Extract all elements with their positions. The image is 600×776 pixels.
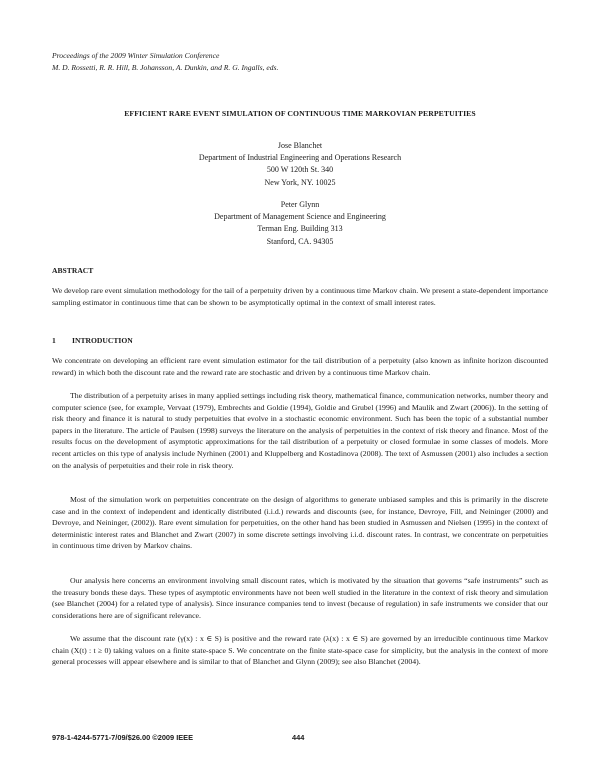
proceedings-header xyxy=(52,50,278,74)
paper-title: EFFICIENT RARE EVENT SIMULATION OF CONTINUOUS TIME MARKOVIAN PERPETUITIES xyxy=(124,109,476,118)
author-city: Stanford, CA. 94305 xyxy=(266,236,334,246)
section-title: INTRODUCTION xyxy=(72,336,133,345)
proceedings-title: Proceedings of the 2009 Winter Simulation Conference xyxy=(52,51,220,60)
proceedings-editors: M. D. Rossetti, R. R. Hill, B. Johansson, A. Dunkin, and R. G. Ingalls, eds. xyxy=(52,63,279,72)
intro-paragraph-2: The distribution of a perpetuity arises in many applied settings including risk theory, mathematical finance, communication networks, number theory and computer science (see, for example, Vervaat (1979), Embrechts and Goldie (1994), Goldie and Grubel (1996) and Maulik and Zwart (2006)). In the setting of risk theory and finance it is natural to study perpetuities that evolve in a stochastic economic environment. Such has been the topic of a substantial number papers in the literature. The article of Paulsen (1998) surveys the literature on the analysis of perpetuities in the context of risk theory and finance. Most of the results focus on the development of asymptotic approximations for the tail distribution of a perpetuity or closed formulae in some classes of models. More recent articles on this type of analysis include Nyrhinen (2001) and Kluppelberg and Kostadinova (2008). The text of Asmussen (2001) also includes a section on the analysis of perpetuities and their role in risk theory. xyxy=(52,391,549,470)
introduction-heading xyxy=(52,336,133,345)
abstract-heading: ABSTRACT xyxy=(52,266,94,275)
footer-isbn: 978-1-4244-5771-7/09/$26.00 ©2009 IEEE xyxy=(52,733,194,742)
author-department: Department of Management Science and Engineering xyxy=(214,212,386,222)
intro-paragraph-4: Our analysis here concerns an environment involving small discount rates, which is motivated by the situation that governs “safe instruments” such as the treasury bonds these days. These types of asymptotic environments have not been well studied in the literature in the context of risk theory and simulation (see Blanchet (2004) for a related type of analysis). Since insurance companies tend to invest (because of regulation) in safe instruments we consider that our considerations here are of significant relevance. xyxy=(52,576,548,620)
author-block-2 xyxy=(52,199,548,248)
author-street: 500 W 120th St. 340 xyxy=(266,165,334,175)
intro-paragraph-5: We assume that the discount rate (γ(x) : x ∈ S) is positive and the reward rate (λ(x) : x ∈ S) are governed by an irreducible continuous time Markov chain (X(t) : t ≥ 0) taking values on a finite state-space S. We concentrate on the finite state-space case for simplicity, but the analysis in the context of more general processes will appear elsewhere and is similar to that of Blanchet and Glynn (2009); see also Blanchet (2004). xyxy=(52,634,548,667)
author-block-1 xyxy=(52,140,548,189)
page-number: 444 xyxy=(292,733,305,742)
author-street: Terman Eng. Building 313 xyxy=(257,224,343,234)
section-number: 1 xyxy=(52,336,56,345)
author-name: Peter Glynn xyxy=(280,200,320,209)
author-department: Department of Industrial Engineering and Operations Research xyxy=(198,153,402,163)
author-name: Jose Blanchet xyxy=(277,141,323,150)
abstract-text: We develop rare event simulation methodology for the tail of a perpetuity driven by a continuous time Markov chain. We present a state-dependent importance sampling estimator in continuous time that can be shown to be asymptotically optimal in the context of small interest rates. xyxy=(52,286,548,307)
author-city: New York, NY. 10025 xyxy=(264,177,336,187)
intro-paragraph-3: Most of the simulation work on perpetuities concentrate on the design of algorithms to generate unbiased samples and this is primarily in the discrete case and in the context of independent and identically distributed (i.i.d.) rewards and discounts (see, for instance, Devroye, Fill, and Neininger (2000) and Devroye, and Neininger, (2002)). Rare event simulation for perpetuities, on the other hand has been studied in Asmussen and Nielsen (1995) in the context of deterministic interest rates and Blanchet and Zwart (2007) in some discrete settings involving i.i.d. discount rates. In contrast, we concentrate on perpetuities in continuous time driven by Markov chains. xyxy=(52,495,548,551)
intro-paragraph-1: We concentrate on developing an efficient rare event simulation estimator for the tail distribution of a perpetuity (also known as infinite horizon discounted reward) in which both the discount rate and the reward rate are stochastic and driven by a continuous time Markov chain. xyxy=(52,356,548,377)
